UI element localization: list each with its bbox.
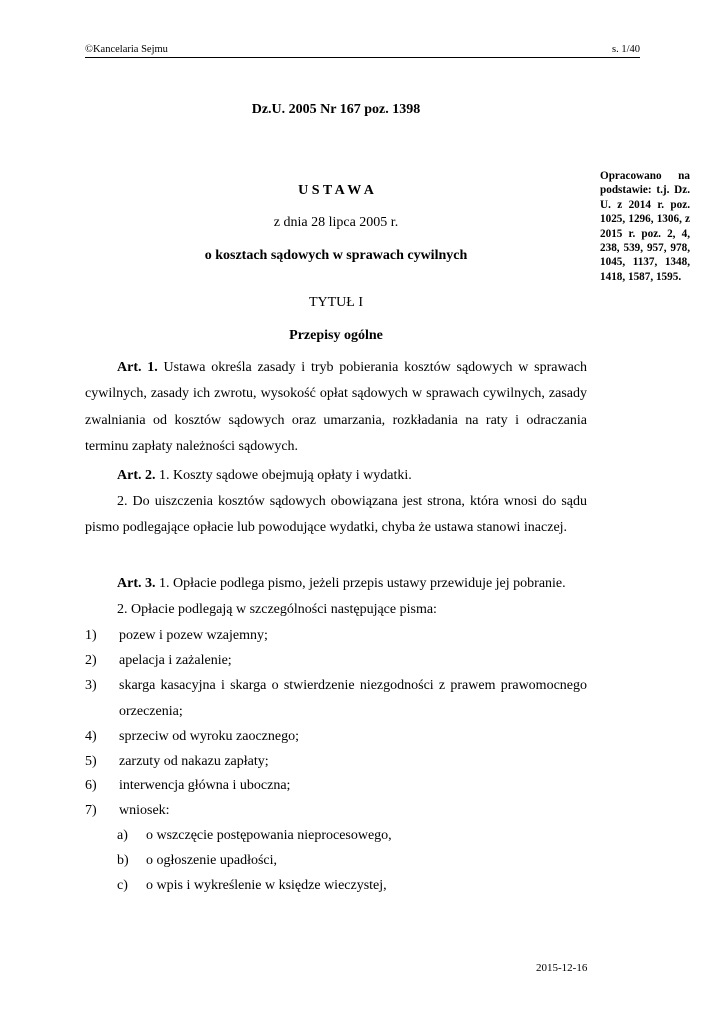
article-3-label: Art. 3. [117, 576, 156, 591]
article-1 [85, 355, 587, 460]
act-date: z dnia 28 lipca 2005 r. [273, 215, 399, 230]
title-heading: TYTUŁ I [308, 295, 364, 310]
page-number: s. 1/40 [611, 44, 640, 55]
article-1-text: Ustawa określa zasady i tryb pobierania kosztów sądowych w sprawach cywilnych, zasady ich zwrotu, wysokość opłat sądowych w sprawach cywilnych, zasady zwalniania od kosztów sądowych oraz umarzania, rozkładania na raty i odraczania terminu zapłaty należności sądowych. [85, 360, 587, 454]
page-header [85, 44, 640, 58]
article-2-p2: 2. Do uiszczenia kosztów sądowych obowiązana jest strona, która wnosi do sądu pismo podlegające opłacie lub powodujące wydatki, chyba że ustawa stanowi inaczej. [85, 494, 587, 536]
section-heading: Przepisy ogólne [289, 328, 383, 343]
footer-date: 2015-12-16 [536, 962, 588, 974]
journal-reference: Dz.U. 2005 Nr 167 poz. 1398 [251, 102, 421, 117]
side-note: Opracowano na podstawie: t.j. Dz. U. z 2014 r. poz. 1025, 1296, 1306, z 2015 r. poz. 2, 4, 238, 539, 957, 978, 1045, 1137, 1348, 1418, 1587, 1595. [600, 170, 690, 283]
article-2-label: Art. 2. [117, 468, 156, 483]
article-3-p2: 2. Opłacie podlegają w szczególności następujące pisma: [117, 602, 437, 617]
article-2-p1: Art. 2. 1. Koszty sądowe obejmują opłaty i wydatki. [117, 468, 412, 483]
article-1-label: Art. 1. [117, 360, 158, 375]
act-type-heading: U S T A W A [298, 183, 374, 198]
article-3-p1: Art. 3. 1. Opłacie podlega pismo, jeżeli przepis ustawy przewiduje jej pobranie. [117, 576, 566, 591]
header-publisher: ©Kancelaria Sejmu [85, 44, 168, 55]
act-subject: o kosztach sądowych w sprawach cywilnych [204, 248, 468, 263]
